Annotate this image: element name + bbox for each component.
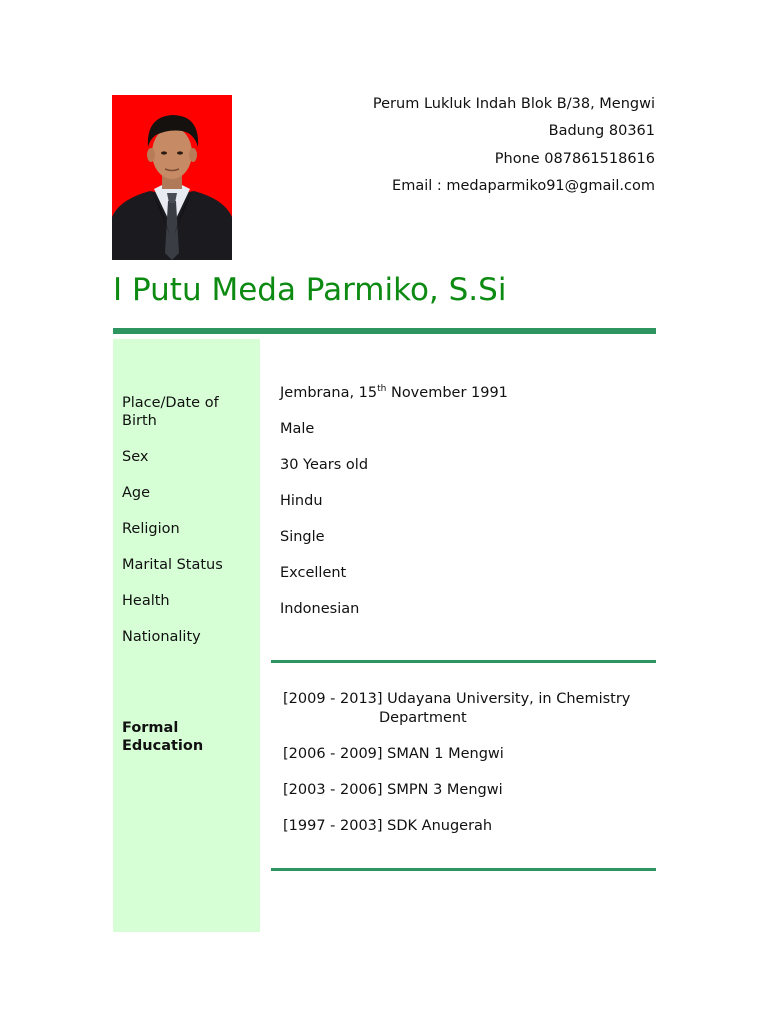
label-age: Age [122,485,151,501]
person-portrait-icon [112,95,232,260]
label-sex: Sex [122,449,149,465]
address-line-2: Badung 80361 [548,123,655,140]
section-divider [271,660,656,663]
value-nationality: Indonesian [280,601,360,617]
value-health: Excellent [280,565,347,581]
phone-number: Phone 087861518616 [494,150,655,167]
value-birth-month-year: November 1991 [386,385,508,401]
label-nationality: Nationality [122,629,201,645]
person-name: I Putu Meda Parmiko, S.Si [113,272,507,308]
label-formal-education: Formal Education [122,720,204,754]
education-entry-continuation: Department [379,710,467,726]
label-religion: Religion [122,521,180,537]
label-birth: Place/Date of Birth [122,395,219,429]
education-entry: [1997 - 2003] SDK Anugerah [283,818,493,834]
value-birth [280,384,508,402]
value-religion: Hindu [280,493,323,509]
value-age: 30 Years old [280,457,369,473]
email-address: Email : medaparmiko91@gmail.com [392,177,655,194]
education-entry: [2006 - 2009] SMAN 1 Mengwi [283,746,504,762]
value-sex: Male [280,421,315,437]
profile-photo [112,95,232,260]
contact-info [373,91,655,200]
value-birth-place-day: Jembrana, 15 [280,385,378,401]
education-entry-text: [2009 - 2013] Udayana University, in Chemistry [283,691,631,707]
header-divider [113,328,656,334]
label-health: Health [122,593,170,609]
label-marital-status: Marital Status [122,557,223,573]
value-birth-ordinal: th [377,384,387,394]
section-divider [271,868,656,871]
address-line-1: Perum Lukluk Indah Blok B/38, Mengwi [372,96,655,112]
education-entry: [2003 - 2006] SMPN 3 Mengwi [283,782,503,798]
education-entry [283,690,630,728]
value-marital-status: Single [280,529,325,545]
